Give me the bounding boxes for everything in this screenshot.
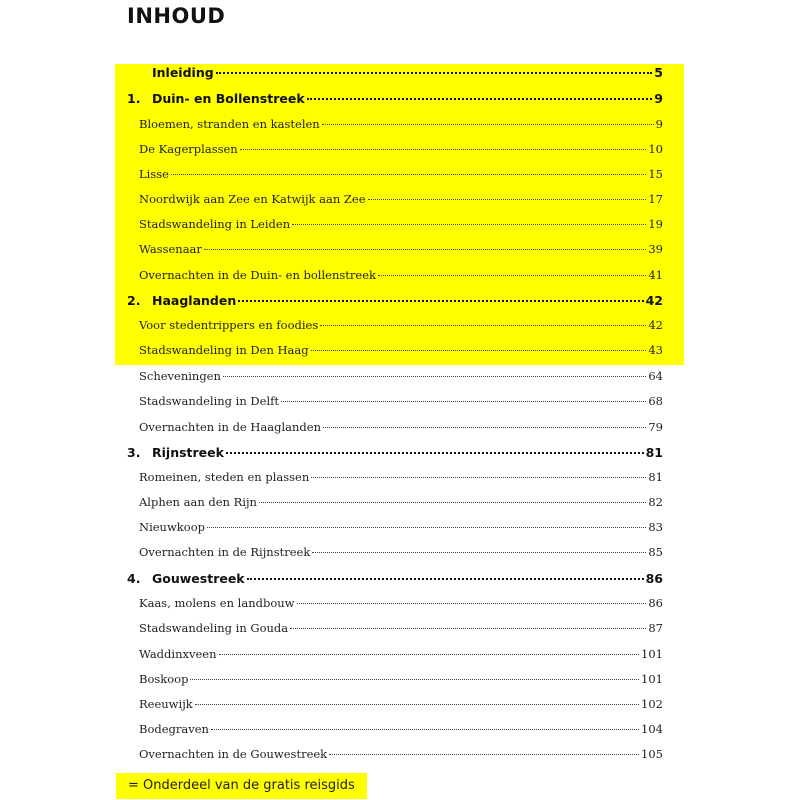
toc-entry-label: Voor stedentrippers en foodies [139, 318, 319, 332]
toc-entry-label: Scheveningen [139, 369, 221, 383]
toc-entry-label: Reeuwijk [139, 697, 193, 711]
toc-entry[interactable] [139, 722, 663, 742]
toc-leader-dots [368, 199, 647, 200]
toc-leader-dots [195, 704, 639, 705]
toc-entry-page: 87 [648, 621, 663, 635]
toc-entry[interactable] [139, 343, 663, 363]
toc-entry[interactable] [139, 192, 663, 212]
toc-leader-dots [240, 149, 647, 150]
toc-entry-label: Bodegraven [139, 722, 209, 736]
toc-entry[interactable] [139, 217, 663, 237]
toc-entry-label: Nieuwkoop [139, 520, 205, 534]
toc-leader-dots [223, 376, 646, 377]
toc-entry[interactable] [127, 293, 663, 313]
toc-entry[interactable] [139, 596, 663, 616]
toc-entry-page: 5 [654, 65, 663, 80]
toc-entry-label: Overnachten in de Haaglanden [139, 420, 322, 434]
toc-entry-number: 3. [127, 445, 141, 460]
toc-entry-label: Wassenaar [139, 242, 202, 256]
toc-entry-page: 43 [648, 343, 663, 357]
toc-entry-label: De Kagerplassen [139, 142, 238, 156]
toc-entry-label: Bloemen, stranden en kastelen [139, 117, 320, 131]
toc-leader-dots [311, 350, 647, 351]
toc-entry-label: Lisse [139, 167, 169, 181]
toc-leader-dots [322, 124, 654, 125]
toc-leader-dots [238, 300, 643, 302]
toc-entry-page: 19 [648, 217, 663, 231]
toc-entry-page: 86 [645, 571, 663, 586]
toc-leader-dots [307, 98, 653, 100]
toc-entry[interactable] [127, 571, 663, 591]
page-title: INHOUD [127, 4, 226, 28]
toc-leader-dots [281, 401, 646, 402]
toc-leader-dots [320, 325, 646, 326]
toc-leader-dots [290, 628, 646, 629]
toc-entry-page: 83 [648, 520, 663, 534]
toc-leader-dots [292, 224, 646, 225]
toc-entry-label: Kaas, molens en landbouw [139, 596, 295, 610]
toc-entry-number: 4. [127, 571, 141, 586]
toc-leader-dots [204, 249, 646, 250]
toc-entry[interactable] [139, 318, 663, 338]
toc-entry-page: 81 [648, 470, 663, 484]
toc-entry-label: Stadswandeling in Delft [139, 394, 279, 408]
toc-entry-label: Boskoop [139, 672, 189, 686]
toc-entry-page: 42 [645, 293, 663, 308]
toc-leader-dots [216, 72, 653, 74]
toc-entry-page: 68 [648, 394, 663, 408]
toc-entry-page: 39 [648, 242, 663, 256]
toc-entry-page: 15 [648, 167, 663, 181]
toc-entry-page: 17 [648, 192, 663, 206]
toc-leader-dots [259, 502, 646, 503]
toc-leader-dots [329, 754, 639, 755]
legend-free-guide: = Onderdeel van de gratis reisgids [116, 773, 367, 799]
toc-entry-label: Inleiding [152, 65, 214, 80]
toc-entry[interactable] [139, 394, 663, 414]
toc-entry-page: 9 [655, 117, 663, 131]
toc-entry-number: 2. [127, 293, 141, 308]
toc-entry-page: 41 [648, 268, 663, 282]
toc-leader-dots [171, 174, 646, 175]
toc-entry[interactable] [139, 621, 663, 641]
toc-entry-label: Duin- en Bollenstreek [152, 91, 305, 106]
toc-leader-dots [297, 603, 647, 604]
toc-entry[interactable] [139, 470, 663, 490]
toc-entry[interactable] [139, 420, 663, 440]
toc-entry-page: 79 [648, 420, 663, 434]
toc-leader-dots [190, 679, 639, 680]
toc-leader-dots [312, 552, 646, 553]
toc-entry[interactable] [127, 91, 663, 111]
toc-entry-label: Romeinen, steden en plassen [139, 470, 310, 484]
toc-entry-label: Stadswandeling in Gouda [139, 621, 289, 635]
toc-leader-dots [378, 275, 646, 276]
toc-leader-dots [211, 729, 639, 730]
toc-entry-page: 85 [648, 545, 663, 559]
toc-entry[interactable] [139, 242, 663, 262]
toc-entry[interactable] [127, 65, 663, 85]
toc-entry-page: 102 [641, 697, 663, 711]
toc-entry-label: Gouwestreek [152, 571, 245, 586]
toc-entry-page: 64 [648, 369, 663, 383]
toc-entry-page: 104 [641, 722, 663, 736]
toc-entry-number: 1. [127, 91, 141, 106]
toc-entry-page: 42 [648, 318, 663, 332]
toc-entry[interactable] [139, 672, 663, 692]
toc-leader-dots [311, 477, 646, 478]
toc-entry[interactable] [139, 142, 663, 162]
toc-entry-page: 101 [641, 647, 663, 661]
toc-entry[interactable] [139, 117, 663, 137]
toc-entry[interactable] [139, 495, 663, 515]
toc-leader-dots [247, 578, 644, 580]
toc-entry[interactable] [139, 545, 663, 565]
toc-entry-label: Overnachten in de Duin- en bollenstreek [139, 268, 376, 282]
toc-leader-dots [226, 452, 644, 454]
toc-entry-label: Waddinxveen [139, 647, 217, 661]
toc-entry[interactable] [139, 647, 663, 667]
toc-entry-page: 101 [641, 672, 663, 686]
toc-leader-dots [219, 654, 640, 655]
toc-entry[interactable] [127, 445, 663, 465]
toc-entry-page: 81 [645, 445, 663, 460]
toc-entry-label: Overnachten in de Gouwestreek [139, 747, 328, 761]
toc-entry-page: 82 [648, 495, 663, 509]
toc-entry-label: Stadswandeling in Den Haag [139, 343, 309, 357]
toc-entry-label: Rijnstreek [152, 445, 224, 460]
toc-leader-dots [323, 427, 646, 428]
toc-entry-page: 105 [641, 747, 663, 761]
toc-entry[interactable] [139, 697, 663, 717]
toc-entry-label: Stadswandeling in Leiden [139, 217, 291, 231]
toc-entry[interactable] [139, 369, 663, 389]
toc-entry-label: Overnachten in de Rijnstreek [139, 545, 311, 559]
toc-entry-page: 10 [648, 142, 663, 156]
toc-entry-label: Noordwijk aan Zee en Katwijk aan Zee [139, 192, 366, 206]
toc-leader-dots [207, 527, 646, 528]
toc-entry-page: 9 [654, 91, 663, 106]
toc-entry[interactable] [139, 747, 663, 767]
toc-entry-label: Alphen aan den Rijn [139, 495, 257, 509]
toc-entry-label: Haaglanden [152, 293, 237, 308]
toc-entry[interactable] [139, 167, 663, 187]
toc-entry-page: 86 [648, 596, 663, 610]
toc-entry[interactable] [139, 268, 663, 288]
toc-entry[interactable] [139, 520, 663, 540]
